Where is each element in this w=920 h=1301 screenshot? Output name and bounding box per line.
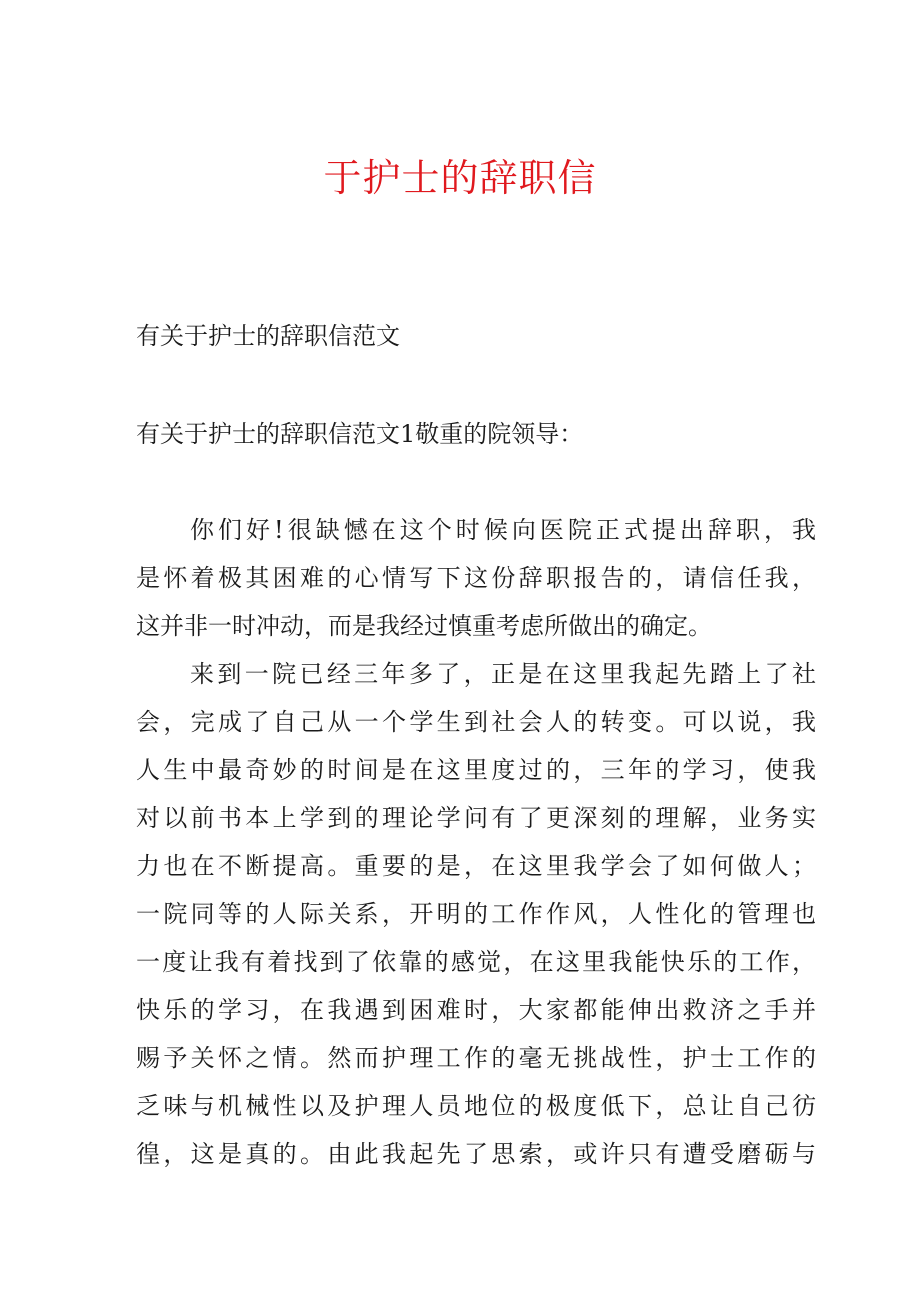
paragraph-line: 一院同等的人际关系，开明的工作作风，人性化的管理也 — [136, 900, 816, 928]
paragraph-line: 是怀着极其困难的心情写下这份辞职报告的，请信任我， — [136, 564, 816, 592]
paragraph-line: 一度让我有着找到了依靠的感觉，在这里我能快乐的工作， — [136, 948, 816, 976]
paragraph-line: 这并非一时冲动，而是我经过慎重考虑所做出的确定。 — [136, 612, 712, 640]
subheading: 有关于护士的辞职信范文 — [136, 322, 400, 350]
paragraph-line: 人生中最奇妙的时间是在这里度过的，三年的学习，使我 — [136, 756, 816, 784]
paragraph-line: 你们好!很缺憾在这个时候向医院正式提出辞职，我 — [190, 516, 816, 544]
paragraph-line: 会，完成了自己从一个学生到社会人的转变。可以说，我 — [136, 708, 816, 736]
paragraph-line: 赐予关怀之情。然而护理工作的毫无挑战性，护士工作的 — [136, 1044, 816, 1072]
paragraph-line: 徨，这是真的。由此我起先了思索，或许只有遭受磨砺与 — [136, 1140, 816, 1168]
paragraph-line: 对以前书本上学到的理论学问有了更深刻的理解，业务实 — [136, 804, 816, 832]
salutation-heading: 有关于护士的辞职信范文1敬重的院领导： — [136, 420, 584, 448]
paragraph-line: 来到一院已经三年多了，正是在这里我起先踏上了社 — [190, 660, 816, 688]
paragraph-line: 快乐的学习，在我遇到困难时，大家都能伸出救济之手并 — [136, 996, 816, 1024]
document-title: 于护士的辞职信 — [323, 156, 597, 200]
paragraph-line: 力也在不断提高。重要的是，在这里我学会了如何做人； — [136, 852, 816, 880]
paragraph-1 — [136, 506, 816, 650]
paragraph-2 — [136, 650, 816, 1178]
paragraph-line: 乏味与机械性以及护理人员地位的极度低下，总让自己彷 — [136, 1092, 816, 1120]
